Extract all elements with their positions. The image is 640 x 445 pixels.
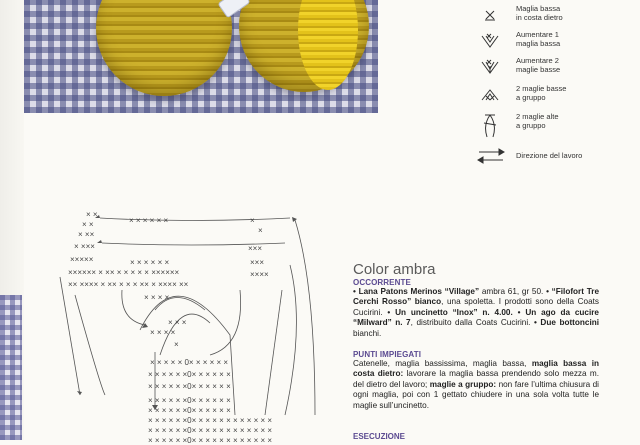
svg-text:× ×: × ×	[82, 220, 94, 229]
legend-item: 2 maglie alte a gruppo	[470, 112, 559, 140]
crochet-chart-svg	[60, 205, 330, 445]
article	[353, 262, 599, 411]
article-title: Color ambra	[353, 261, 436, 278]
svg-text:× ×××: × ×××	[74, 242, 95, 251]
svg-text:×: ×	[250, 216, 255, 225]
increase-one-icon	[470, 30, 510, 52]
direction-arrows-icon	[470, 145, 510, 167]
chart-top-rows	[68, 210, 269, 302]
crochet-chart	[60, 205, 330, 445]
svg-text:× × × × × ×: × × × × × ×	[130, 258, 170, 267]
materials-text: • Lana Patons Merinos “Village” ambra 61, gr 50. • “Filofort Tre Cerchi Rosso” bianco, una spoletta. I prodotti sono della Coats Cucirini. • Un uncinetto “Inox” n. 4.00. • Un ago da cucire “Milward” n. 7, distribuito dalla Coats Cucirini. • Due bottoncini bianchi.	[353, 287, 600, 338]
increase-two-icon	[470, 56, 510, 78]
svg-text:××××: ××××	[250, 270, 269, 279]
legend-item: Direzione del lavoro	[470, 145, 582, 167]
legend-item: Aumentare 1 maglia bassa	[470, 30, 560, 52]
x-back-loop-icon	[470, 4, 510, 26]
legend-item: Aumentare 2 maglie basse	[470, 56, 560, 78]
svg-text:× × × × × ×0× × × × ×: × × × × × ×0× × × × × ×	[148, 382, 231, 391]
section-heading-occorrente: OCCORRENTE	[353, 278, 411, 287]
svg-text:×: ×	[174, 340, 179, 349]
svg-text:× × × ×: × × × ×	[150, 328, 176, 337]
svg-text:×××××× × ×× × × × ×: ×××××× × ×× × × × × × ××××××	[68, 268, 180, 277]
stitches-text: Catenelle, maglia bassissima, maglia bassa, maglia bassa in costa dietro: lavorare la maglia bassa prendendo solo mezza m. del dietro del lavoro; maglie a gruppo: non fare l’ultima chiusura di ogni maglia, poi con 1 gettato chiudere in una sola volta tutte le maglie sull’uncinetto.	[353, 359, 599, 410]
svg-text:×× ×××× × ×× × × × ××: ×× ×××× × ×× × × × ×× × ×××× ××	[68, 280, 189, 289]
svg-text:×××: ×××	[250, 258, 265, 267]
svg-text:×: ×	[258, 226, 263, 235]
gingham-edge-photo	[0, 295, 22, 440]
section-heading-punti: PUNTI IMPIEGATI	[353, 350, 422, 360]
svg-text:× × × × × ×0× × × × ×: × × × × × ×0× × × × × × × × × × × ×	[148, 436, 273, 445]
legend-item: 2 maglie basse a gruppo	[470, 84, 566, 106]
svg-text:× ××: × ××	[78, 230, 95, 239]
svg-text:× ×: × ×	[86, 210, 98, 219]
left-slipper	[96, 0, 232, 96]
legend-item: Maglia bassa in costa dietro	[470, 4, 563, 26]
svg-text:× × × × × ×0× × × × ×: × × × × × ×0× × × × × × × × × × × ×	[148, 416, 273, 425]
svg-text:× × × × × ×0× × × × ×: × × × × × ×0× × × × × ×	[148, 396, 231, 405]
svg-text:× × × × × ×0× × × × ×: × × × × × ×0× × × × × ×	[148, 406, 231, 415]
svg-text:× × × ×: × × × ×	[144, 293, 170, 302]
svg-text:×××××: ×××××	[70, 255, 94, 264]
svg-text:× × × × × ×0× × × × ×: × × × × × ×0× × × × × × × × × × × ×	[148, 426, 273, 435]
bright-slipper-crop	[338, 0, 378, 90]
cluster-dc-icon	[470, 112, 510, 140]
svg-text:×××: ×××	[248, 244, 263, 253]
cluster-sc-icon	[470, 84, 510, 106]
svg-text:× × × × × ×: × × × × × ×	[129, 216, 169, 225]
chart-bottom-grid	[148, 318, 272, 445]
section-heading-esecuzione: ESECUZIONE	[353, 432, 406, 441]
svg-text:× × × × × ×0× × × × ×: × × × × × ×0× × × × × ×	[148, 370, 231, 379]
svg-text:× × ×: × × ×	[168, 318, 187, 327]
svg-text:× × × × × 0× × × × ×: × × × × × 0× × × × × ×	[150, 358, 229, 367]
